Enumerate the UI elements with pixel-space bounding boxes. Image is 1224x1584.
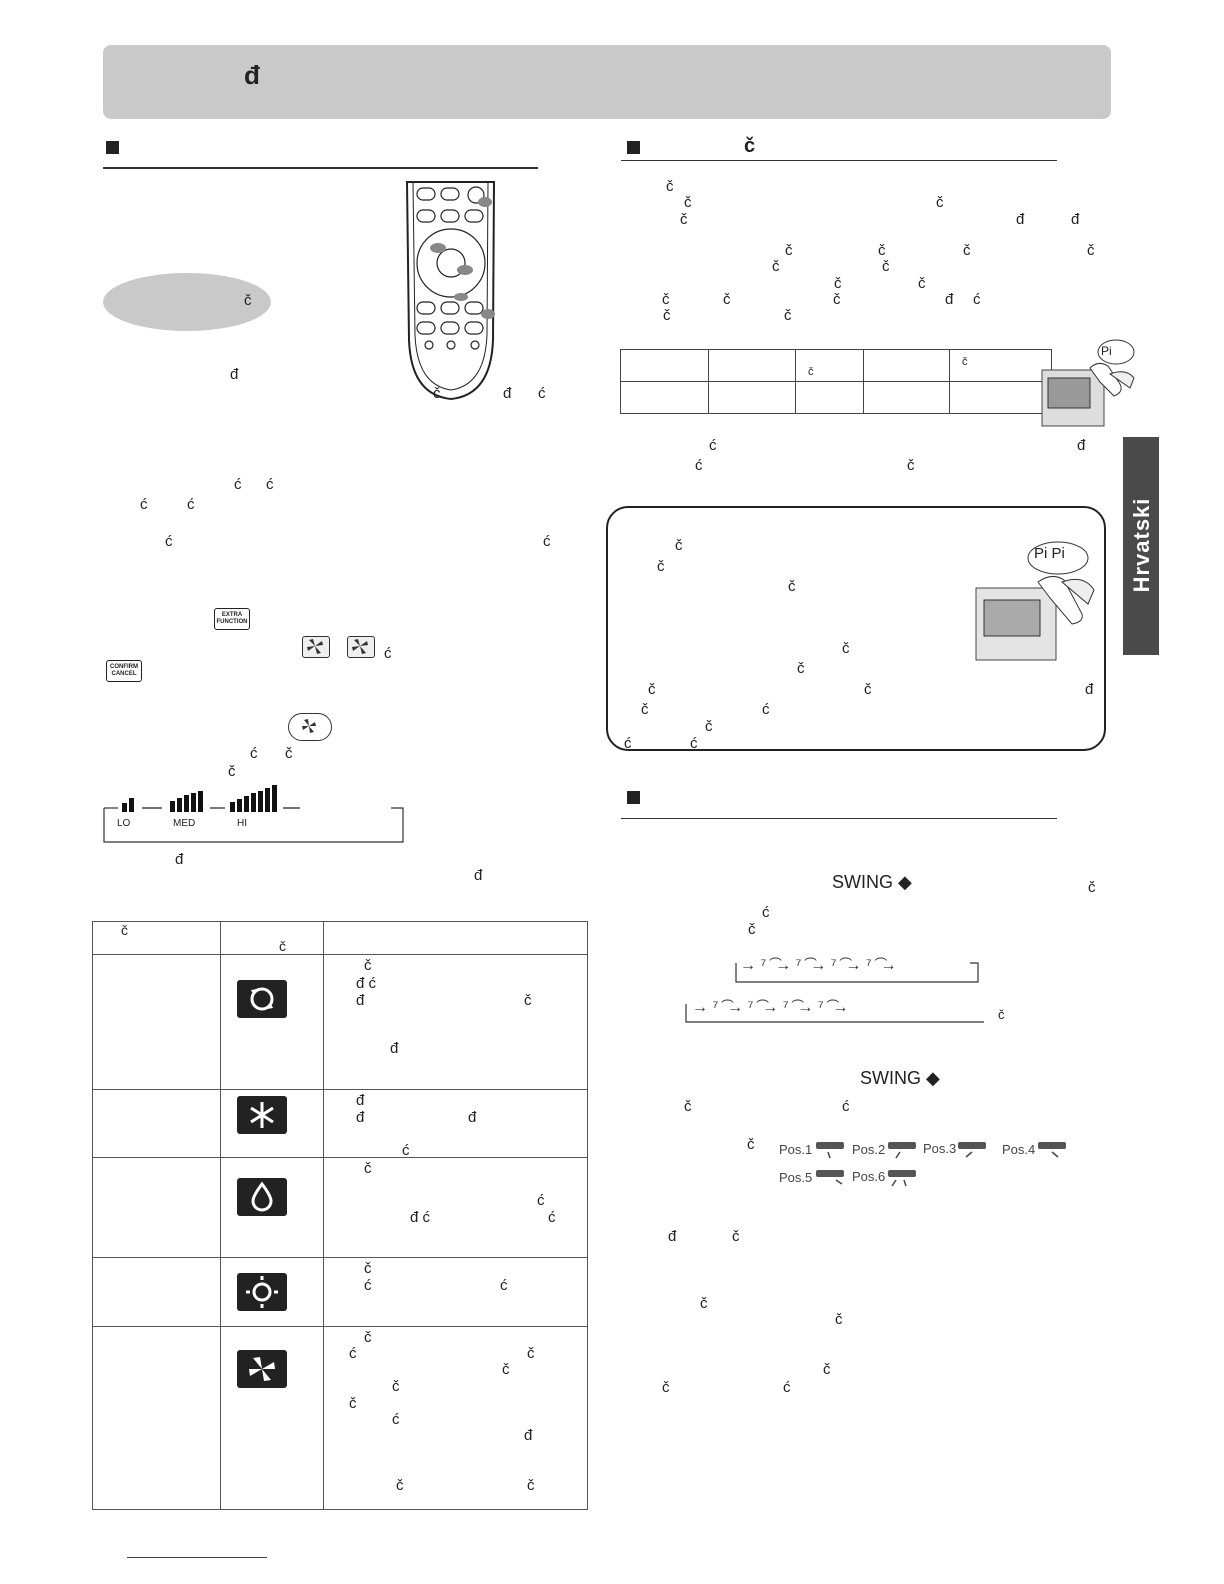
text-fragment: č	[1088, 879, 1096, 896]
section-title: č	[744, 135, 756, 157]
text-fragment: č	[936, 194, 944, 211]
cell-char: ć	[537, 1192, 545, 1209]
cell-char: č	[962, 356, 968, 368]
svg-text:→ ⁷ ͡ → ⁷ ͡ → ⁷ ͡ → ⁷ ͡ →: → ⁷ ͡ → ⁷ ͡ → ⁷ ͡ → ⁷ ͡ →	[692, 999, 849, 1016]
text-fragment: ć	[690, 735, 698, 752]
text-fragment: č	[878, 242, 886, 259]
text-fragment: č	[433, 385, 441, 402]
table-header-cell	[324, 922, 588, 955]
text-fragment: đ	[503, 385, 512, 402]
table-row	[93, 1258, 588, 1327]
cell-char: č	[808, 366, 814, 378]
fan-icon-graphic	[303, 637, 328, 656]
louver-position-icons	[816, 1142, 1076, 1192]
fan-level-hi: HI	[237, 818, 247, 829]
beep-bubble: Pi Pi	[1034, 545, 1065, 562]
cell-char: đ	[524, 1427, 533, 1444]
text-fragment: ć	[762, 701, 770, 718]
table-row	[93, 955, 588, 1090]
snowflake-graphic	[237, 1096, 287, 1134]
text-fragment: č	[662, 291, 670, 308]
text-fragment: č	[684, 194, 692, 211]
table-header-cell	[221, 922, 324, 955]
text-fragment: č	[657, 558, 665, 575]
text-fragment: đ	[1016, 211, 1025, 228]
fan-level-med: MED	[173, 818, 196, 829]
pill-char: č	[244, 292, 252, 309]
text-fragment: ć	[538, 385, 546, 402]
cell-char: č	[396, 1477, 404, 1494]
page-title: đ	[244, 60, 260, 90]
text-fragment: č	[998, 1007, 1005, 1022]
text-fragment: č	[228, 763, 236, 780]
sun-icon	[237, 1273, 287, 1311]
cell-char: ć	[349, 1345, 357, 1362]
text-fragment: č	[797, 660, 805, 677]
auto-mode-icon	[237, 980, 287, 1018]
cell-char: č	[502, 1361, 510, 1378]
sun-graphic	[237, 1273, 287, 1311]
text-fragment: đ	[668, 1228, 677, 1245]
cell-char: đ	[356, 1109, 365, 1126]
cell-char: đ	[356, 992, 365, 1009]
cell-char: ć	[548, 1209, 556, 1226]
indoor-unit-image	[1040, 338, 1140, 430]
beep-bubble: Pi	[1101, 344, 1112, 358]
text-fragment: č	[684, 1098, 692, 1115]
fan-mode-icon	[237, 1350, 287, 1388]
position-label: Pos.1	[779, 1142, 813, 1157]
text-fragment: ć	[543, 533, 551, 550]
text-fragment: ć	[165, 533, 173, 550]
section-rule	[103, 167, 538, 169]
remote-control-image	[403, 180, 498, 402]
confirm-cancel-button-icon: CONFIRM CANCEL	[106, 660, 142, 682]
text-fragment: č	[784, 307, 792, 324]
auto-mode-graphic	[237, 980, 287, 1018]
small-table	[620, 349, 1052, 414]
cell-char: đ	[356, 1092, 365, 1109]
text-fragment: ć	[384, 645, 392, 662]
text-fragment: č	[680, 211, 688, 228]
text-fragment: č	[907, 457, 915, 474]
table-row	[93, 1090, 588, 1158]
text-fragment: č	[648, 681, 656, 698]
text-fragment: ć	[762, 904, 770, 921]
swing-button-label: SWING ◆	[832, 872, 912, 892]
text-fragment: č	[918, 275, 926, 292]
language-tab	[1123, 437, 1159, 655]
cell-char: č	[364, 1160, 372, 1177]
position-label: Pos.2	[852, 1142, 886, 1157]
text-fragment: č	[641, 701, 649, 718]
text-fragment: č	[864, 681, 872, 698]
text-fragment: č	[666, 178, 674, 195]
text-fragment: č	[842, 640, 850, 657]
text-fragment: č	[705, 718, 713, 735]
table-header-cell	[93, 922, 221, 955]
text-fragment: č	[785, 242, 793, 259]
text-fragment: č	[788, 578, 796, 595]
cell-char: č	[392, 1378, 400, 1395]
table-row	[93, 1327, 588, 1510]
text-fragment: ć	[624, 735, 632, 752]
cell-char: ć	[392, 1411, 400, 1428]
fan-icon-graphic	[348, 637, 373, 656]
text-fragment: ć	[250, 745, 258, 762]
cell-char: č	[527, 1477, 535, 1494]
water-drop-icon	[237, 1178, 287, 1216]
position-label: Pos.6	[852, 1169, 886, 1184]
text-fragment: č	[732, 1228, 740, 1245]
fan-level-lo: LO	[117, 818, 131, 829]
swing-button-label: SWING ◆	[860, 1068, 940, 1088]
text-fragment: č	[723, 291, 731, 308]
text-fragment: ć	[187, 496, 195, 513]
fan-icon	[302, 636, 330, 658]
position-label: Pos.3	[923, 1141, 957, 1156]
text-fragment: ć	[266, 476, 274, 493]
text-fragment: č	[882, 258, 890, 275]
fan-mode-graphic	[237, 1350, 287, 1388]
text-fragment: đ	[1077, 437, 1086, 454]
cell-char: đ ć	[410, 1209, 431, 1226]
text-fragment: ć	[140, 496, 148, 513]
text-fragment: č	[1087, 242, 1095, 259]
text-fragment: ć	[973, 291, 981, 308]
table-row	[93, 1158, 588, 1258]
svg-text:→ ⁷ ͡ → ⁷ ͡ → ⁷ ͡ → ⁷ ͡ →: → ⁷ ͡ → ⁷ ͡ → ⁷ ͡ → ⁷ ͡ →	[740, 957, 897, 974]
cell-char: ć	[364, 1277, 372, 1294]
text-fragment: č	[285, 745, 293, 762]
section-rule	[621, 160, 1057, 161]
text-fragment: đ	[474, 867, 483, 884]
fan-icon	[347, 636, 375, 658]
text-fragment: č	[748, 921, 756, 938]
cell-char: đ	[468, 1109, 477, 1126]
position-label: Pos.5	[779, 1170, 813, 1185]
cell-char: č	[364, 957, 372, 974]
cell-char: č	[364, 1329, 372, 1346]
language-tab-label: Hrvatski	[1129, 497, 1154, 593]
text-fragment: č	[823, 1361, 831, 1378]
mode-table	[92, 921, 588, 1510]
cell-char: đ	[390, 1040, 399, 1057]
text-fragment: ć	[234, 476, 242, 493]
section-marker	[106, 141, 119, 154]
text-fragment: đ	[175, 851, 184, 868]
header-char: č	[279, 938, 286, 954]
text-fragment: č	[662, 1379, 670, 1396]
text-fragment: ć	[842, 1098, 850, 1115]
text-fragment: č	[663, 307, 671, 324]
cell-char: č	[364, 1260, 372, 1277]
swing-sequence-diagram	[684, 952, 984, 1024]
cell-char: č	[527, 1345, 535, 1362]
text-fragment: đ	[945, 291, 954, 308]
position-label: Pos.4	[1002, 1142, 1036, 1157]
text-fragment: ć	[695, 457, 703, 474]
footer-line	[127, 1557, 267, 1558]
section-marker	[627, 791, 640, 804]
header-char: č	[121, 922, 128, 938]
text-fragment: đ	[1085, 681, 1094, 698]
text-fragment: č	[835, 1311, 843, 1328]
text-fragment: č	[963, 242, 971, 259]
fan-button-icon	[288, 713, 332, 741]
cell-char: ć	[500, 1277, 508, 1294]
text-fragment: đ	[230, 366, 239, 383]
cell-char: č	[349, 1395, 357, 1412]
text-fragment: č	[675, 537, 683, 554]
cell-char: č	[524, 992, 532, 1009]
text-fragment: č	[700, 1295, 708, 1312]
cell-char: ć	[402, 1142, 410, 1159]
fan-speed-diagram	[100, 784, 410, 846]
text-fragment: č	[833, 291, 841, 308]
text-fragment: ć	[783, 1379, 791, 1396]
snowflake-icon	[237, 1096, 287, 1134]
text-fragment: ć	[709, 437, 717, 454]
section-marker	[627, 141, 640, 154]
cell-char: đ ć	[356, 975, 377, 992]
water-drop-graphic	[237, 1178, 287, 1216]
section-rule	[621, 818, 1057, 819]
text-fragment: č	[772, 258, 780, 275]
text-fragment: č	[747, 1136, 755, 1153]
fan-button-graphic	[289, 714, 330, 739]
text-fragment: č	[834, 275, 842, 292]
extra-function-button-icon: EXTRA FUNCTION	[214, 608, 250, 630]
text-fragment: đ	[1071, 211, 1080, 228]
